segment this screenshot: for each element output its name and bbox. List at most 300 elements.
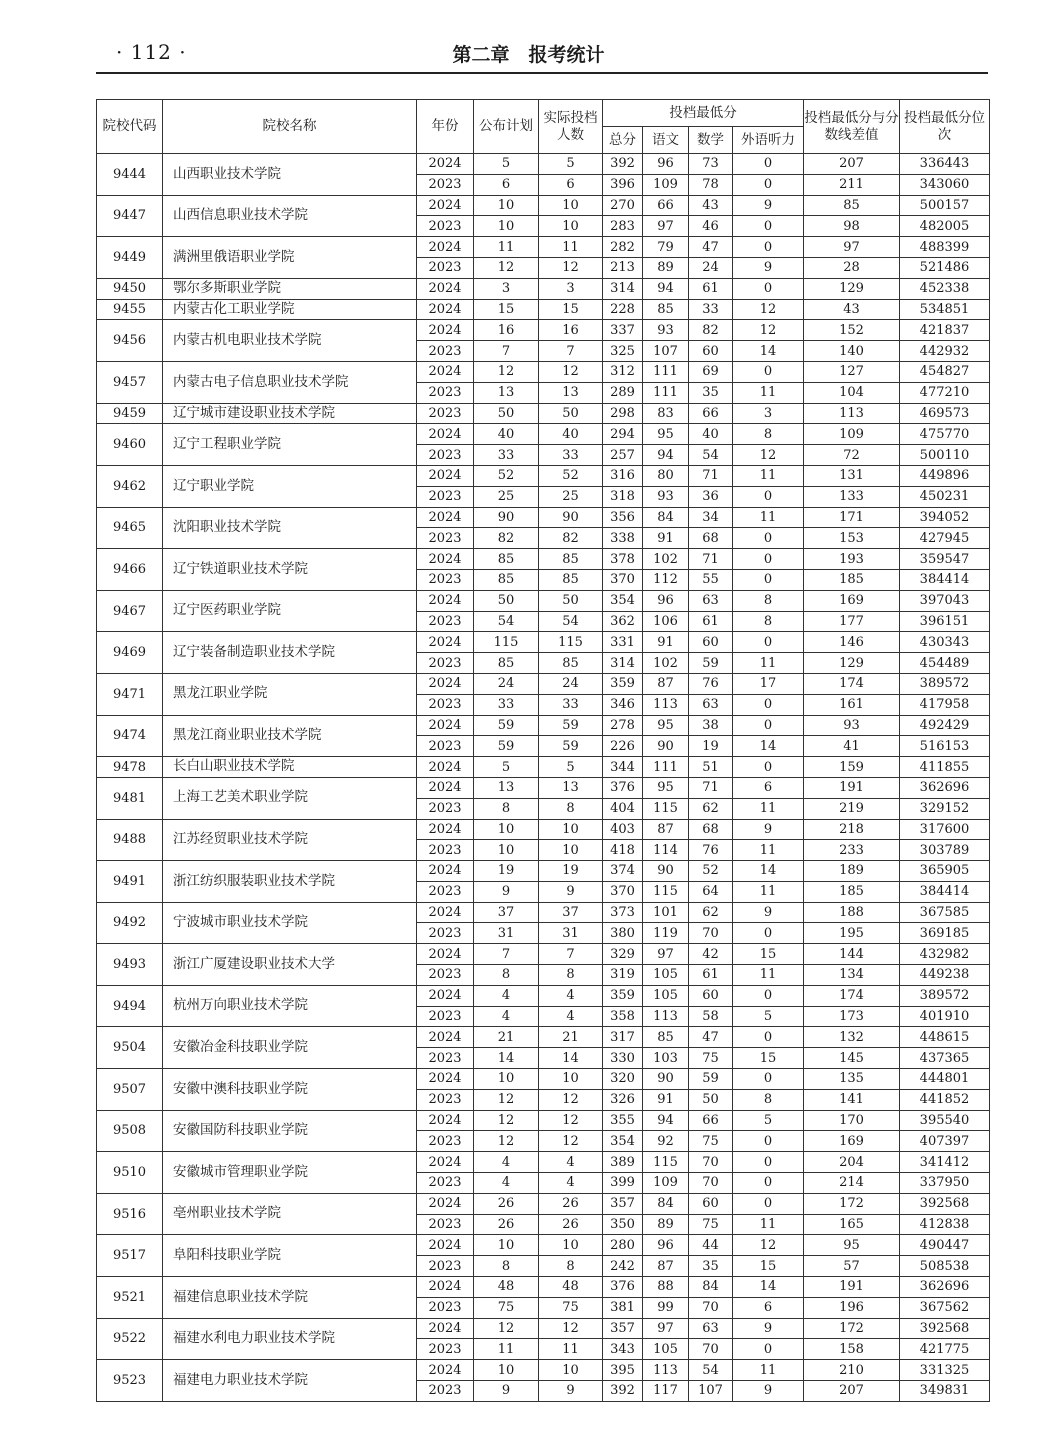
cell-year: 2024: [417, 549, 474, 570]
cell-total: 226: [603, 736, 643, 757]
cell-total: 370: [603, 569, 643, 590]
cell-actual: 26: [539, 1214, 603, 1235]
school-code: 9466: [97, 549, 163, 591]
cell-diff: 174: [804, 673, 900, 694]
cell-actual: 12: [539, 257, 603, 278]
cell-plan: 54: [474, 611, 539, 632]
cell-chinese: 119: [643, 923, 689, 944]
cell-math: 63: [689, 694, 733, 715]
cell-rank: 488399: [900, 237, 990, 258]
cell-rank: 521486: [900, 257, 990, 278]
cell-plan: 75: [474, 1297, 539, 1318]
cell-total: 355: [603, 1110, 643, 1131]
cell-foreign: 12: [733, 299, 804, 320]
cell-rank: 337950: [900, 1173, 990, 1194]
cell-diff: 135: [804, 1069, 900, 1090]
cell-math: 40: [689, 424, 733, 445]
cell-actual: 10: [539, 195, 603, 216]
cell-diff: 145: [804, 1048, 900, 1069]
cell-rank: 500110: [900, 445, 990, 466]
cell-math: 60: [689, 341, 733, 362]
cell-year: 2024: [417, 1360, 474, 1381]
cell-chinese: 96: [643, 154, 689, 175]
cell-actual: 59: [539, 715, 603, 736]
cell-total: 376: [603, 1277, 643, 1298]
cell-foreign: 0: [733, 569, 804, 590]
cell-plan: 14: [474, 1048, 539, 1069]
cell-math: 71: [689, 465, 733, 486]
cell-math: 62: [689, 902, 733, 923]
cell-year: 2023: [417, 216, 474, 237]
table-row: [97, 861, 990, 882]
school-name: 沈阳职业技术学院: [163, 507, 417, 549]
cell-actual: 115: [539, 632, 603, 653]
cell-chinese: 107: [643, 341, 689, 362]
cell-plan: 8: [474, 1256, 539, 1277]
school-code: 9493: [97, 944, 163, 986]
cell-year: 2024: [417, 465, 474, 486]
cell-diff: 185: [804, 569, 900, 590]
cell-total: 392: [603, 154, 643, 175]
cell-rank: 343060: [900, 174, 990, 195]
cell-total: 359: [603, 985, 643, 1006]
cell-rank: 384414: [900, 881, 990, 902]
school-name: 黑龙江职业学院: [163, 673, 417, 715]
cell-math: 50: [689, 1089, 733, 1110]
cell-rank: 341412: [900, 1152, 990, 1173]
cell-foreign: 12: [733, 1235, 804, 1256]
cell-year: 2023: [417, 1131, 474, 1152]
cell-plan: 85: [474, 569, 539, 590]
table-row: [97, 299, 990, 320]
cell-actual: 85: [539, 549, 603, 570]
cell-year: 2024: [417, 590, 474, 611]
cell-actual: 25: [539, 486, 603, 507]
school-name: 安徽中澳科技职业学院: [163, 1069, 417, 1111]
cell-rank: 500157: [900, 195, 990, 216]
cell-foreign: 0: [733, 632, 804, 653]
cell-total: 316: [603, 465, 643, 486]
cell-year: 2024: [417, 361, 474, 382]
cell-total: 374: [603, 861, 643, 882]
header-actual: 实际投档人数: [539, 100, 603, 154]
cell-diff: 196: [804, 1297, 900, 1318]
cell-foreign: 9: [733, 257, 804, 278]
cell-diff: 43: [804, 299, 900, 320]
table-row: [97, 1069, 990, 1090]
cell-actual: 7: [539, 944, 603, 965]
cell-foreign: 11: [733, 653, 804, 674]
cell-chinese: 111: [643, 757, 689, 778]
cell-total: 320: [603, 1069, 643, 1090]
cell-math: 61: [689, 611, 733, 632]
school-name: 辽宁铁道职业技术学院: [163, 549, 417, 591]
cell-rank: 417958: [900, 694, 990, 715]
cell-year: 2023: [417, 798, 474, 819]
cell-actual: 11: [539, 237, 603, 258]
cell-math: 70: [689, 1173, 733, 1194]
cell-rank: 317600: [900, 819, 990, 840]
cell-actual: 9: [539, 881, 603, 902]
cell-total: 373: [603, 902, 643, 923]
cell-math: 70: [689, 923, 733, 944]
cell-plan: 85: [474, 549, 539, 570]
cell-foreign: 0: [733, 278, 804, 299]
school-name: 安徽国防科技职业学院: [163, 1110, 417, 1152]
cell-total: 338: [603, 528, 643, 549]
school-name: 内蒙古化工职业学院: [163, 299, 417, 320]
cell-foreign: 11: [733, 507, 804, 528]
cell-math: 59: [689, 1069, 733, 1090]
cell-total: 399: [603, 1173, 643, 1194]
cell-plan: 33: [474, 694, 539, 715]
cell-plan: 11: [474, 1339, 539, 1360]
cell-plan: 40: [474, 424, 539, 445]
cell-math: 69: [689, 361, 733, 382]
school-name: 山西职业技术学院: [163, 154, 417, 196]
cell-total: 357: [603, 1193, 643, 1214]
cell-foreign: 14: [733, 1277, 804, 1298]
cell-diff: 98: [804, 216, 900, 237]
cell-diff: 170: [804, 1110, 900, 1131]
cell-math: 46: [689, 216, 733, 237]
cell-math: 42: [689, 944, 733, 965]
cell-diff: 144: [804, 944, 900, 965]
cell-plan: 10: [474, 819, 539, 840]
cell-diff: 129: [804, 278, 900, 299]
cell-diff: 127: [804, 361, 900, 382]
cell-actual: 7: [539, 341, 603, 362]
cell-chinese: 79: [643, 237, 689, 258]
cell-chinese: 106: [643, 611, 689, 632]
cell-diff: 204: [804, 1152, 900, 1173]
cell-math: 78: [689, 174, 733, 195]
cell-actual: 4: [539, 1173, 603, 1194]
cell-math: 68: [689, 819, 733, 840]
cell-actual: 10: [539, 819, 603, 840]
cell-foreign: 9: [733, 902, 804, 923]
cell-diff: 131: [804, 465, 900, 486]
cell-plan: 10: [474, 216, 539, 237]
cell-foreign: 8: [733, 590, 804, 611]
cell-plan: 12: [474, 1089, 539, 1110]
cell-rank: 392568: [900, 1318, 990, 1339]
cell-chinese: 95: [643, 777, 689, 798]
cell-total: 329: [603, 944, 643, 965]
cell-diff: 153: [804, 528, 900, 549]
cell-foreign: 5: [733, 1110, 804, 1131]
cell-actual: 11: [539, 1339, 603, 1360]
chapter-title: 第二章 报考统计: [452, 44, 605, 66]
cell-math: 64: [689, 881, 733, 902]
cell-chinese: 87: [643, 673, 689, 694]
cell-plan: 21: [474, 1027, 539, 1048]
cell-foreign: 17: [733, 673, 804, 694]
cell-plan: 4: [474, 985, 539, 1006]
cell-chinese: 87: [643, 819, 689, 840]
cell-plan: 31: [474, 923, 539, 944]
cell-year: 2023: [417, 1297, 474, 1318]
cell-plan: 9: [474, 881, 539, 902]
table-row: [97, 1360, 990, 1381]
cell-rank: 534851: [900, 299, 990, 320]
school-name: 鄂尔多斯职业学院: [163, 278, 417, 299]
school-name: 辽宁城市建设职业技术学院: [163, 403, 417, 424]
cell-year: 2024: [417, 777, 474, 798]
cell-year: 2024: [417, 507, 474, 528]
school-name: 阜阳科技职业学院: [163, 1235, 417, 1277]
cell-chinese: 113: [643, 694, 689, 715]
cell-actual: 24: [539, 673, 603, 694]
cell-total: 344: [603, 757, 643, 778]
cell-actual: 8: [539, 1256, 603, 1277]
cell-total: 228: [603, 299, 643, 320]
cell-year: 2023: [417, 403, 474, 424]
cell-foreign: 0: [733, 154, 804, 175]
cell-chinese: 84: [643, 507, 689, 528]
cell-year: 2023: [417, 382, 474, 403]
cell-chinese: 109: [643, 1173, 689, 1194]
cell-plan: 12: [474, 1318, 539, 1339]
cell-diff: 95: [804, 1235, 900, 1256]
school-code: 9516: [97, 1193, 163, 1235]
cell-math: 70: [689, 1297, 733, 1318]
cell-chinese: 115: [643, 881, 689, 902]
cell-foreign: 0: [733, 1027, 804, 1048]
table-row: [97, 1193, 990, 1214]
header-math: 数学: [689, 127, 733, 154]
table-row: [97, 590, 990, 611]
cell-total: 312: [603, 361, 643, 382]
cell-foreign: 11: [733, 840, 804, 861]
cell-year: 2024: [417, 195, 474, 216]
cell-total: 326: [603, 1089, 643, 1110]
cell-plan: 50: [474, 403, 539, 424]
cell-diff: 85: [804, 195, 900, 216]
cell-chinese: 84: [643, 1193, 689, 1214]
cell-actual: 33: [539, 694, 603, 715]
cell-math: 75: [689, 1131, 733, 1152]
cell-total: 213: [603, 257, 643, 278]
cell-actual: 48: [539, 1277, 603, 1298]
cell-diff: 97: [804, 237, 900, 258]
school-code: 9457: [97, 361, 163, 403]
cell-chinese: 95: [643, 424, 689, 445]
cell-total: 359: [603, 673, 643, 694]
cell-rank: 444801: [900, 1069, 990, 1090]
cell-math: 60: [689, 1193, 733, 1214]
cell-chinese: 99: [643, 1297, 689, 1318]
cell-diff: 214: [804, 1173, 900, 1194]
table-row: [97, 819, 990, 840]
table-row: [97, 902, 990, 923]
school-code: 9508: [97, 1110, 163, 1152]
cell-rank: 452338: [900, 278, 990, 299]
cell-diff: 152: [804, 320, 900, 341]
cell-diff: 132: [804, 1027, 900, 1048]
cell-total: 380: [603, 923, 643, 944]
cell-diff: 158: [804, 1339, 900, 1360]
cell-foreign: 15: [733, 1256, 804, 1277]
cell-plan: 12: [474, 1131, 539, 1152]
cell-diff: 185: [804, 881, 900, 902]
cell-rank: 392568: [900, 1193, 990, 1214]
cell-math: 58: [689, 1006, 733, 1027]
school-code: 9523: [97, 1360, 163, 1402]
cell-foreign: 9: [733, 819, 804, 840]
cell-plan: 24: [474, 673, 539, 694]
cell-math: 63: [689, 1318, 733, 1339]
cell-actual: 6: [539, 174, 603, 195]
cell-diff: 104: [804, 382, 900, 403]
cell-plan: 50: [474, 590, 539, 611]
cell-chinese: 91: [643, 632, 689, 653]
school-code: 9491: [97, 861, 163, 903]
cell-rank: 367562: [900, 1297, 990, 1318]
cell-chinese: 115: [643, 798, 689, 819]
cell-plan: 10: [474, 1069, 539, 1090]
cell-year: 2024: [417, 424, 474, 445]
header-diff: 投档最低分与分数线差值: [804, 100, 900, 154]
school-name: 上海工艺美术职业学院: [163, 777, 417, 819]
cell-rank: 490447: [900, 1235, 990, 1256]
cell-chinese: 90: [643, 1069, 689, 1090]
cell-diff: 207: [804, 154, 900, 175]
cell-total: 282: [603, 237, 643, 258]
table-row: [97, 777, 990, 798]
cell-total: 278: [603, 715, 643, 736]
cell-math: 76: [689, 673, 733, 694]
cell-diff: 133: [804, 486, 900, 507]
cell-foreign: 11: [733, 1360, 804, 1381]
cell-chinese: 88: [643, 1277, 689, 1298]
cell-diff: 72: [804, 445, 900, 466]
cell-actual: 40: [539, 424, 603, 445]
cell-foreign: 0: [733, 1173, 804, 1194]
cell-rank: 411855: [900, 757, 990, 778]
cell-actual: 8: [539, 798, 603, 819]
cell-chinese: 94: [643, 1110, 689, 1131]
header-plan: 公布计划: [474, 100, 539, 154]
school-code: 9474: [97, 715, 163, 757]
cell-diff: 141: [804, 1089, 900, 1110]
cell-year: 2023: [417, 1173, 474, 1194]
cell-chinese: 66: [643, 195, 689, 216]
cell-chinese: 90: [643, 861, 689, 882]
cell-actual: 14: [539, 1048, 603, 1069]
cell-year: 2024: [417, 1277, 474, 1298]
cell-diff: 57: [804, 1256, 900, 1277]
table-row: [97, 1110, 990, 1131]
cell-chinese: 97: [643, 216, 689, 237]
cell-foreign: 0: [733, 1193, 804, 1214]
cell-year: 2023: [417, 881, 474, 902]
cell-year: 2023: [417, 569, 474, 590]
cell-year: 2024: [417, 944, 474, 965]
cell-year: 2024: [417, 632, 474, 653]
cell-total: 337: [603, 320, 643, 341]
cell-chinese: 85: [643, 299, 689, 320]
cell-foreign: 0: [733, 923, 804, 944]
cell-foreign: 9: [733, 1381, 804, 1402]
school-name: 辽宁装备制造职业技术学院: [163, 632, 417, 674]
cell-math: 43: [689, 195, 733, 216]
cell-plan: 12: [474, 1110, 539, 1131]
cell-year: 2023: [417, 445, 474, 466]
cell-year: 2023: [417, 1381, 474, 1402]
cell-chinese: 83: [643, 403, 689, 424]
school-name: 长白山职业技术学院: [163, 757, 417, 778]
cell-year: 2024: [417, 861, 474, 882]
cell-actual: 12: [539, 1089, 603, 1110]
school-code: 9494: [97, 985, 163, 1027]
cell-rank: 329152: [900, 798, 990, 819]
cell-foreign: 0: [733, 694, 804, 715]
school-name: 福建电力职业技术学院: [163, 1360, 417, 1402]
cell-year: 2023: [417, 1339, 474, 1360]
school-name: 安徽城市管理职业学院: [163, 1152, 417, 1194]
cell-year: 2023: [417, 1089, 474, 1110]
cell-year: 2023: [417, 341, 474, 362]
cell-actual: 90: [539, 507, 603, 528]
cell-year: 2024: [417, 154, 474, 175]
cell-chinese: 97: [643, 1318, 689, 1339]
cell-diff: 191: [804, 777, 900, 798]
cell-chinese: 105: [643, 985, 689, 1006]
cell-rank: 303789: [900, 840, 990, 861]
cell-rank: 359547: [900, 549, 990, 570]
cell-actual: 12: [539, 361, 603, 382]
cell-chinese: 113: [643, 1006, 689, 1027]
cell-math: 71: [689, 549, 733, 570]
cell-total: 294: [603, 424, 643, 445]
cell-math: 75: [689, 1048, 733, 1069]
cell-actual: 21: [539, 1027, 603, 1048]
school-code: 9510: [97, 1152, 163, 1194]
header-year: 年份: [417, 100, 474, 154]
cell-rank: 430343: [900, 632, 990, 653]
cell-year: 2024: [417, 278, 474, 299]
cell-foreign: 0: [733, 1131, 804, 1152]
cell-chinese: 91: [643, 528, 689, 549]
cell-actual: 12: [539, 1131, 603, 1152]
cell-foreign: 0: [733, 1069, 804, 1090]
table-row: [97, 1027, 990, 1048]
cell-plan: 10: [474, 1360, 539, 1381]
school-code: 9447: [97, 195, 163, 237]
cell-plan: 12: [474, 257, 539, 278]
cell-chinese: 91: [643, 1089, 689, 1110]
cell-rank: 331325: [900, 1360, 990, 1381]
cell-chinese: 117: [643, 1381, 689, 1402]
cell-total: 257: [603, 445, 643, 466]
cell-math: 61: [689, 278, 733, 299]
school-name: 内蒙古机电职业技术学院: [163, 320, 417, 362]
cell-actual: 52: [539, 465, 603, 486]
cell-foreign: 14: [733, 861, 804, 882]
cell-total: 298: [603, 403, 643, 424]
cell-chinese: 94: [643, 278, 689, 299]
school-name: 福建信息职业技术学院: [163, 1277, 417, 1319]
cell-plan: 48: [474, 1277, 539, 1298]
cell-chinese: 80: [643, 465, 689, 486]
cell-year: 2024: [417, 673, 474, 694]
cell-actual: 3: [539, 278, 603, 299]
cell-math: 54: [689, 1360, 733, 1381]
cell-total: 317: [603, 1027, 643, 1048]
cell-total: 346: [603, 694, 643, 715]
cell-diff: 161: [804, 694, 900, 715]
